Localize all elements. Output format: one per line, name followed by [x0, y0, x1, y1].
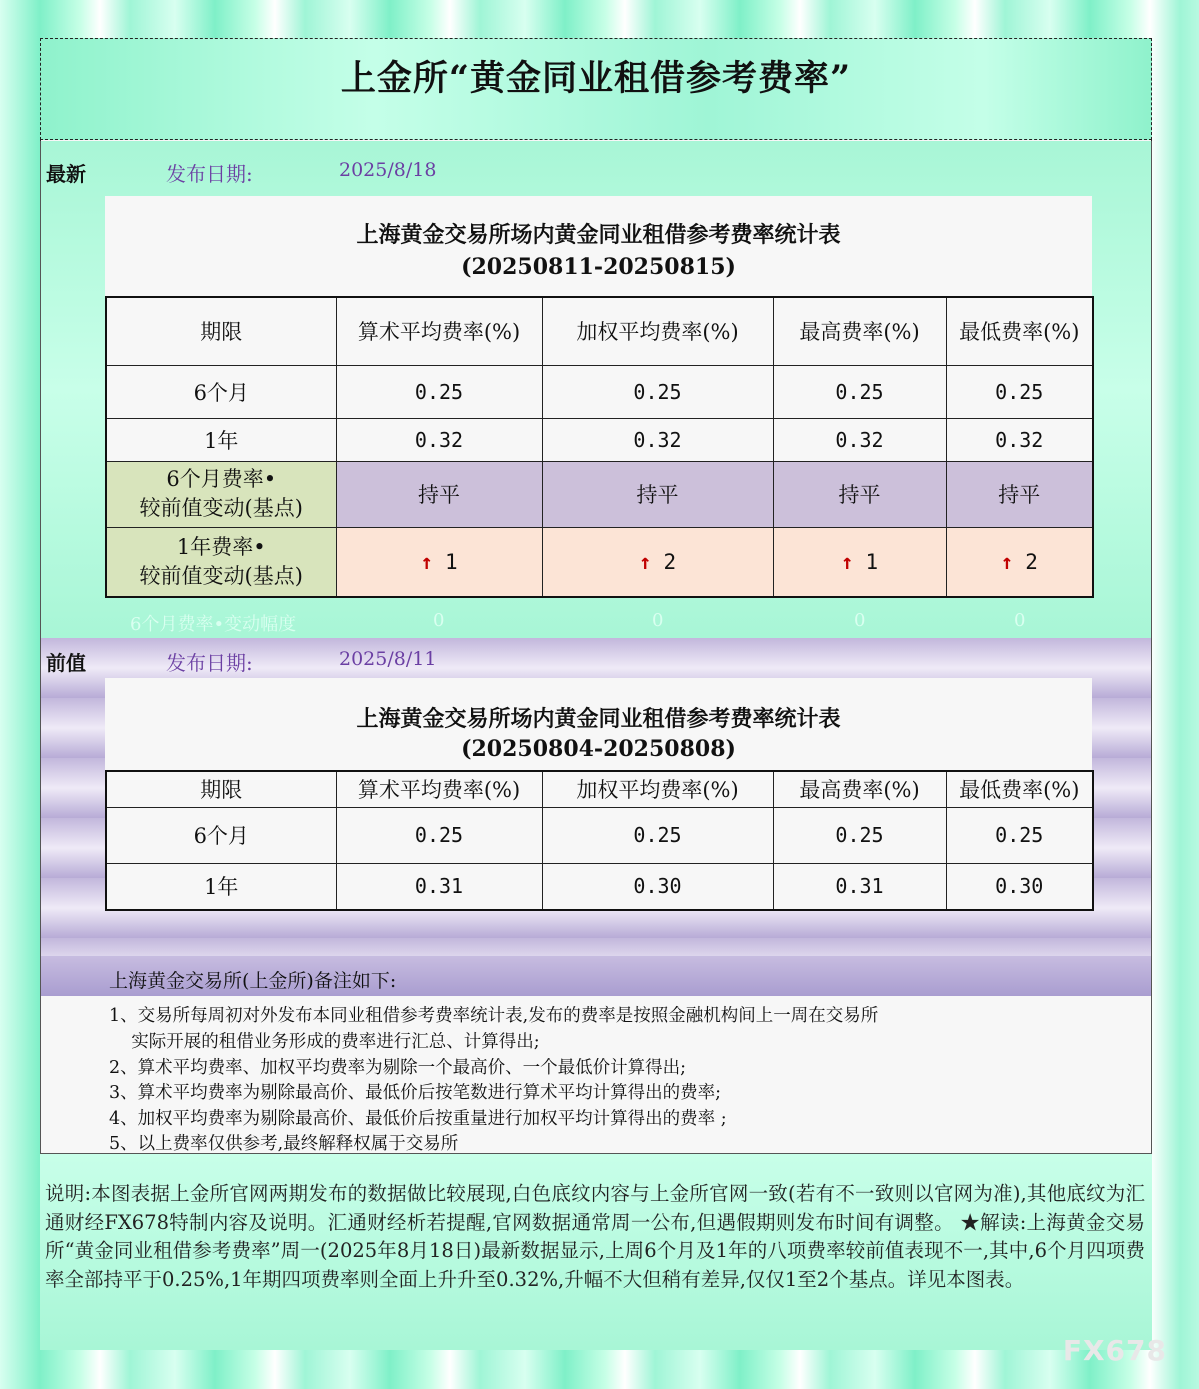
col-header: 期限	[106, 771, 336, 807]
rate-cell: 0.25	[336, 807, 542, 863]
change-label-6m	[106, 461, 336, 527]
previous-date-label: 发布日期:	[166, 651, 253, 675]
change-value: 1	[445, 549, 458, 574]
rate-cell: 0.25	[946, 365, 1093, 418]
notes-heading: 上海黄金交易所(上金所)备注如下:	[109, 970, 397, 992]
title-band	[40, 38, 1152, 140]
ghost-value: 0	[433, 610, 445, 631]
previous-table-title: 上海黄金交易所场内黄金同业租借参考费率统计表	[356, 706, 841, 732]
latest-label: 最新	[46, 162, 86, 186]
change-row-6m	[106, 461, 1093, 527]
note-item: 实际开展的租借业务形成的费率进行汇总、计算得出;	[109, 1032, 540, 1052]
previous-table-header	[105, 678, 1092, 770]
latest-date-label: 发布日期:	[166, 162, 253, 186]
rate-cell: 0.32	[336, 418, 542, 461]
term-cell: 1年	[106, 863, 336, 910]
latest-table-title: 上海黄金交易所场内黄金同业租借参考费率统计表	[356, 222, 841, 248]
rate-cell: 0.31	[336, 863, 542, 910]
term-cell: 1年	[106, 418, 336, 461]
notes-heading-bar	[40, 956, 1152, 996]
description-text: 说明:本图表据上金所官网两期发布的数据做比较展现,白色底纹内容与上金所官网一致(若有不一致则以官网为准),其他底纹为汇通财经FX678特制内容及说明。汇通财经析若提醒,官网数据通常周一公布,但遇假期则发布时间有调整。 ★解读:上海黄金交易所“黄金同业租借参考费率”周一(2025年8月18日)最新数据显示,上周6个月及1年的八项费率较前值表现不一,其中,6个月四项费率全部持平于0.25%,1年期四项费率则全面上升升至0.32%,升幅不大但稍有差异,仅仅1至2个基点。详见本图表。	[45, 1182, 1145, 1291]
change-value: 2	[1025, 549, 1038, 574]
change-label-line1: 1年费率•	[176, 534, 266, 559]
rate-cell: 0.25	[773, 365, 946, 418]
note-item: 2、算术平均费率、加权平均费率为剔除一个最高价、一个最低价计算得出;	[109, 1058, 687, 1078]
up-arrow-icon: ↑	[420, 549, 433, 574]
rate-cell: 0.25	[773, 807, 946, 863]
notes-panel	[40, 996, 1152, 1154]
note-item: 5、以上费率仅供参考,最终解释权属于交易所	[109, 1134, 459, 1154]
change-value: 1	[865, 549, 879, 574]
rate-cell: 0.30	[542, 863, 773, 910]
change-label-line2: 较前值变动(基点)	[139, 496, 303, 520]
rate-cell: 0.25	[336, 365, 542, 418]
latest-table-header	[105, 196, 1092, 296]
ghost-value: 0	[854, 610, 866, 631]
flat-cell: 持平	[336, 461, 542, 527]
change-cell	[946, 527, 1093, 597]
table-header-row	[106, 297, 1093, 365]
col-header: 算术平均费率(%)	[336, 297, 542, 365]
change-label-1y	[106, 527, 336, 597]
previous-table-period: (20250804-20250808)	[461, 736, 736, 762]
rate-cell: 0.30	[946, 863, 1093, 910]
change-cell	[773, 527, 946, 597]
col-header: 加权平均费率(%)	[542, 771, 773, 807]
change-label-line1: 6个月费率•	[166, 467, 277, 491]
table-row	[106, 863, 1093, 910]
table-row	[106, 418, 1093, 461]
latest-rate-table	[105, 296, 1094, 598]
rate-cell: 0.25	[542, 365, 773, 418]
up-arrow-icon: ↑	[840, 549, 854, 574]
up-arrow-icon: ↑	[638, 549, 652, 574]
rate-cell: 0.25	[946, 807, 1093, 863]
table-row	[106, 365, 1093, 418]
change-cell	[336, 527, 542, 597]
change-value: 2	[663, 549, 677, 574]
note-item: 4、加权平均费率为剔除最高价、最低价后按重量进行加权平均计算得出的费率 ;	[109, 1109, 727, 1129]
change-label-line2: 较前值变动(基点)	[139, 563, 303, 588]
col-header: 期限	[106, 297, 336, 365]
col-header: 最低费率(%)	[946, 297, 1093, 365]
ghost-value: 0	[652, 610, 664, 631]
rate-cell: 0.32	[946, 418, 1093, 461]
col-header: 最高费率(%)	[773, 297, 946, 365]
description-panel	[40, 1154, 1152, 1350]
term-cell: 6个月	[106, 365, 336, 418]
rate-cell: 0.25	[542, 807, 773, 863]
col-header: 加权平均费率(%)	[542, 297, 773, 365]
rate-cell: 0.32	[542, 418, 773, 461]
previous-rate-table	[105, 770, 1094, 911]
col-header: 最低费率(%)	[946, 771, 1093, 807]
table-row	[106, 807, 1093, 863]
change-cell	[542, 527, 773, 597]
previous-date: 2025/8/11	[339, 648, 437, 670]
watermark-logo: FX678	[1062, 1334, 1167, 1367]
rate-cell: 0.32	[773, 418, 946, 461]
change-row-1y	[106, 527, 1093, 597]
note-item: 1、交易所每周初对外发布本同业租借参考费率统计表,发布的费率是按照金融机构间上一周在交易所	[109, 1006, 879, 1026]
ghost-value: 0	[1014, 610, 1026, 631]
flat-cell: 持平	[946, 461, 1093, 527]
ghost-row-label: 6个月费率•变动幅度	[130, 614, 297, 635]
up-arrow-icon: ↑	[1000, 549, 1014, 574]
flat-cell: 持平	[542, 461, 773, 527]
flat-cell: 持平	[773, 461, 946, 527]
page-title: 上金所“黄金同业租借参考费率”	[340, 58, 852, 99]
note-item: 3、算术平均费率为剔除最高价、最低价后按笔数进行算术平均计算得出的费率;	[109, 1083, 722, 1103]
previous-label: 前值	[46, 651, 86, 675]
col-header: 算术平均费率(%)	[336, 771, 542, 807]
col-header: 最高费率(%)	[773, 771, 946, 807]
table-header-row	[106, 771, 1093, 807]
term-cell: 6个月	[106, 807, 336, 863]
latest-date: 2025/8/18	[339, 159, 437, 181]
latest-table-period: (20250811-20250815)	[461, 254, 736, 280]
rate-cell: 0.31	[773, 863, 946, 910]
